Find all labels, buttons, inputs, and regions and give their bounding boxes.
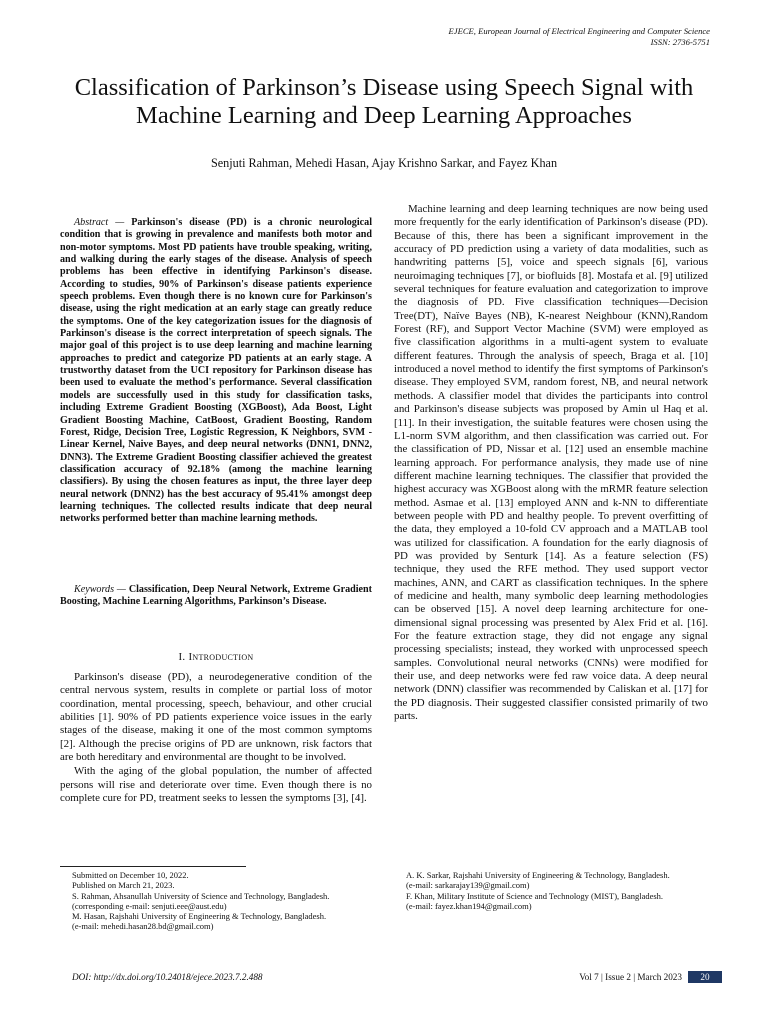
footnote: S. Rahman, Ahsanullah University of Science and Technology, Bangladesh. <box>72 890 330 901</box>
intro-paragraph: Parkinson's disease (PD), a neurodegenerative condition of the central nervous system, results in complete or partial loss of motor coordination, mental processing, speech, behaviour, and other crucial abilities [1]. 90% of PD patients experience voice issues in the early stages of the disease, making it one of the most common symptoms [2]. Although the precise origins of PD are unknown, risk factors that are both hereditary and environmental are thought to be involved. <box>60 671 372 764</box>
footnote: F. Khan, Military Institute of Science and Technology (MIST), Bangladesh. <box>406 890 664 901</box>
abstract <box>60 217 372 526</box>
intro-paragraph: With the aging of the global population, the number of affected persons will rise and deteriorate over time. Even though there is no complete cure for PD, treatment seeks to lessen the symptoms [3], [4]. <box>60 765 372 805</box>
footnote: (corresponding e-mail: senjuti.eee@aust.edu) <box>72 900 227 911</box>
body-paragraph: Machine learning and deep learning techniques are now being used more frequently for the early identification of Parkinson's disease (PD). Because of this, there has been a significant improvement in the accuracy of PD prediction using a variety of data modalities, such as handwriting patterns [5], voice and speech signals [6], various neuroimaging techniques [7], or biofluids [8]. Mostafa et al. [9] utilized several techniques for feature evaluation and categorization to improve the diagnosis of PD. Five classification techniques—Decision Tree(DT), Naïve Bayes (NB), K-nearest Neighbour (KNN),Random Forest (RF), and Support Vector Machine (SVM) were employed as five classification algorithms in a multi-agent system to evaluate different features. Through the analysis of speech, Braga et al. [10] introduced a novel method to identify the first symptoms of Parkinson's disease. They employed SVM, random forest, NB, and neural network methods. A classifier model that divides the participants into control and Parkinson's disease subjects was proposed by Amin ul Haq et al. [11]. In their investigation, the suitable features were chosen using the L1-norm SVM algorithm, and then classification was carried out. For the classification of PD, Nissar et al. [12] used an ensemble machine learning approach. For performance analysis, they made use of nine different machine learning techniques. The classifier that provided the highest accuracy was XGBoost along with the mRMR feature selection method. Asmae et al. [13] employed ANN and k-NN to differentiate between people with PD and healthy people. To prevent overfitting of the data, they employed a 10-fold CV approach and a MATLAB tool was utilized for classification. A foundation for the early diagnosis of PD was provided by Senturk [14]. As a feature selection (FS) technique, they used the RFE method. They used support vector machines, ANN, and CART as classification techniques. In the sphere of medicine and health, many symbolic deep learning methodologies can be observed [15]. A novel deep learning architecture for one-dimensional signal processing was presented by Alex Frid et al. [16]. For the feature extraction stage, they did not engage any signal processing specialists; instead, they worked with unprocessed speech samples. Convolutional neural networks (CNNs) were modified for their use, and deep networks were fed raw voice data. A deep neural network (DNN) classifier was recommended by Caliskan et al. [17] for the PD diagnosis. Their suggested classifier consisted primarily of two parts. <box>394 203 708 723</box>
keywords-text: Classification, Deep Neural Network, Extreme Gradient Boosting, Machine Learning Algorithms, Parkinson’s Disease. <box>60 584 372 608</box>
abstract-label: Abstract — <box>74 217 125 228</box>
footnote: M. Hasan, Rajshahi University of Engineering & Technology, Bangladesh. <box>72 911 327 922</box>
introduction-body <box>60 671 372 805</box>
author-list: Senjuti Rahman, Mehedi Hasan, Ajay Krishno Sarkar, and Fayez Khan <box>210 156 558 170</box>
footnote: Submitted on December 10, 2022. <box>72 870 189 880</box>
paper-title: Classification of Parkinson’s Disease using Speech Signal with Machine Learning and Deep Learning Approaches <box>74 74 694 129</box>
footnote: (e-mail: fayez.khan194@gmail.com) <box>406 900 532 911</box>
journal-name: EJECE, European Journal of Electrical Engineering and Computer Science <box>448 26 710 36</box>
footnote: Published on March 21, 2023. <box>72 880 175 891</box>
footnotes-left <box>72 870 372 932</box>
journal-issn: ISSN: 2736-5751 <box>650 37 710 47</box>
page-number: 20 <box>688 971 722 983</box>
footnote: (e-mail: sarkarajay139@gmail.com) <box>406 880 530 891</box>
keywords-label: Keywords — <box>74 584 126 595</box>
footnotes-right <box>406 870 708 911</box>
footnote: (e-mail: mehedi.hasan28.bd@gmail.com) <box>72 921 214 932</box>
abstract-text: Parkinson's disease (PD) is a chronic neurological condition that is growing in prevalence and manifests both motor and non-motor symptoms. Most PD patients have trouble speaking, writing, and walking during the early stages of the disease. Analysis of speech problems has been effective in identifying Parkinson's disease. According to studies, 90% of Parkinson's disease patients experience speech problems. Even though there is no known cure for Parkinson's disease, using the right medication at an early stage can greatly reduce the symptoms. One of the key categorization issues for the diagnosis of Parkinson's disease is the correct interpretation of speech signals. The major goal of this project is to use deep learning and machine learning approaches to predict and categorize PD patients at an early stage. A trustworthy dataset from the UCI repository for Parkinson disease has been used to evaluate the method's performance. Several classification models are successfully used in this study for classification tasks, including Extreme Gradient Boosting (XGBoost), Ada Boost, Light Gradient Boosting Machine, CatBoost, Gradient Boosting, Random Forest, Ridge, Decision Tree, Logistic Regression, K Neighbors, SVM - Linear Kernel, Naive Bayes, and deep neural networks (DNN1, DNN2, DNN3). The Extreme Gradient Boosting classifier achieved the greatest classification accuracy of 92.18% (among the machine learning classifiers). By using the chosen features as input, the three layer deep neural network (DNN2) has the best accuracy of 95.41% amongst deep learning techniques. The collected results indicate that deep neural networks performed better than machine learning methods. <box>60 217 372 525</box>
section-heading-introduction: I. Introduction <box>178 651 254 663</box>
footnote: A. K. Sarkar, Rajshahi University of Engineering & Technology, Bangladesh. <box>406 870 670 880</box>
doi-link[interactable]: DOI: http://dx.doi.org/10.24018/ejece.2023.7.2.488 <box>72 972 263 982</box>
volume-info: Vol 7 | Issue 2 | March 2023 <box>579 972 682 982</box>
keywords <box>60 584 372 609</box>
right-column-body <box>394 203 708 723</box>
footnote-divider <box>60 866 246 867</box>
journal-header <box>449 26 711 48</box>
